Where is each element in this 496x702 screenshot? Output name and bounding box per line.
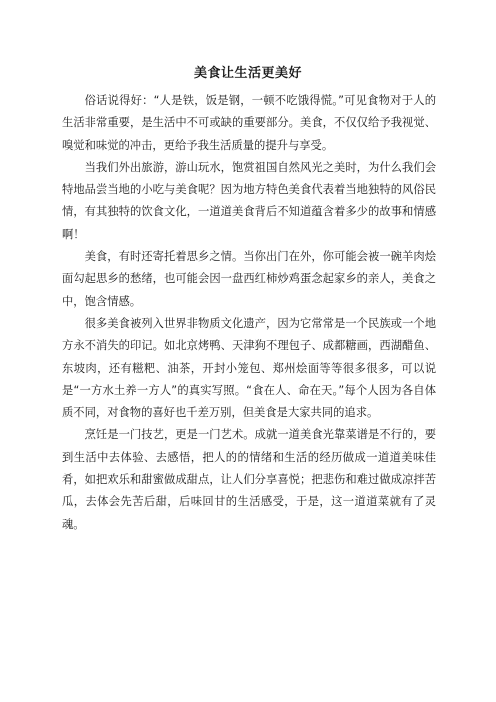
- paragraph-1: 俗话说得好：“人是铁，饭是钢，一顿不吃饿得慌。”可见食物对于人的生活非常重要，是生活中不可或缺的重要部分。美食，不仅仅给予我视觉、嗅觉和味觉的冲击，更给予我生活质量的提升与享受。: [62, 94, 436, 152]
- document-body: [62, 90, 436, 536]
- paragraph-4: 很多美食被列入世界非物质文化遗产，因为它常常是一个民族或一个地方永不消失的印记。如北京烤鸭、天津狗不理包子、成都糖画，西湖醋鱼、东坡肉，还有糍粑、油茶，开封小笼包、郑州烩面等等很多很多，可以说是“一方水土养一方人”的真实写照。“食在人、命在天。”每个人因为各自体质不同，对食物的喜好也千差万别，但美食是大家共同的追求。: [62, 316, 436, 420]
- paragraph-5: 烹饪是一门技艺，更是一门艺术。成就一道美食光靠菜谱是不行的，要到生活中去体验、去感悟，把人的的情绪和生活的经历做成一道道美味佳肴，如把欢乐和甜蜜做成甜点，让人们分享喜悦；把悲伤和难过做成凉拌苦瓜，去体会先苦后甜，后味回甘的生活感受，于是，这一道道菜就有了灵魂。: [62, 428, 436, 531]
- paragraph-3: 美食，有时还寄托着思乡之情。当你出门在外，你可能会被一碗羊肉烩面勾起思乡的愁绪，也可能会因一盘西红柿炒鸡蛋念起家乡的亲人，美食之中，饱含情感。: [62, 250, 436, 308]
- paragraph-2: 当我们外出旅游，游山玩水，饱赏祖国自然风光之美时，为什么我们会特地品尝当地的小吃与美食呢？因为地方特色美食代表着当地独特的风俗民情，有其独特的饮食文化，一道道美食背后不知道蕴含着多少的故事和情感啊！: [62, 160, 436, 241]
- document-title: 美食让生活更美好: [193, 66, 302, 81]
